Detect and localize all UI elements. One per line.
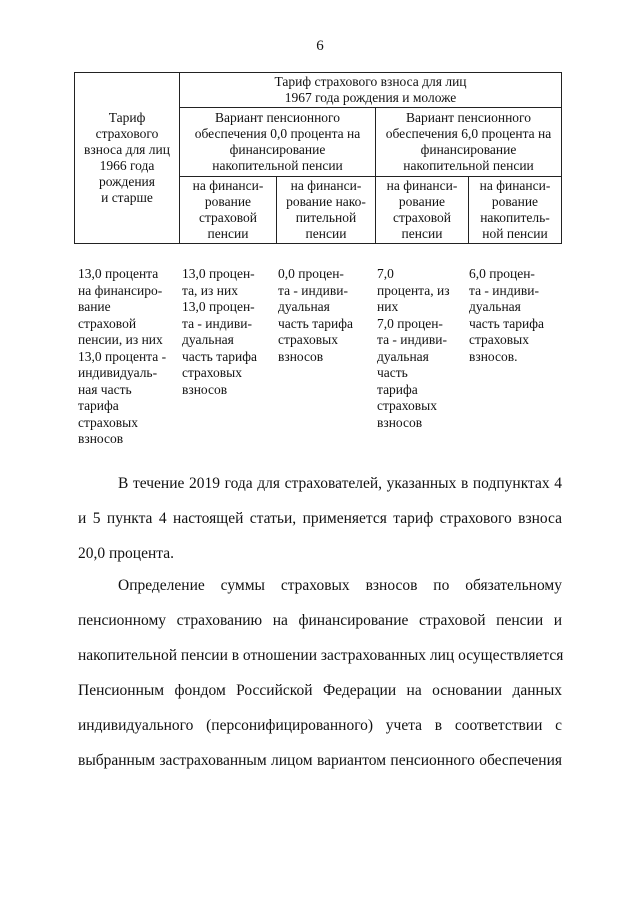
sub-line: на финанси- xyxy=(479,178,551,193)
body-column-v0-insurance xyxy=(182,266,257,398)
paragraph-line: Определение суммы страховых взносов по обязательному xyxy=(118,577,562,594)
variant-line: накопительной пенсии xyxy=(403,158,534,173)
paragraph-line: Пенсионным фондом Российской Федерации на основании данных xyxy=(78,682,562,699)
body-line: та - индиви- xyxy=(469,282,539,298)
body-line: дуальная xyxy=(182,332,234,347)
paragraph-line: накопительной пенсии в отношении застрахованных лиц осуществляется xyxy=(78,647,564,664)
body-line: дуальная xyxy=(377,348,429,364)
tariff-table-header xyxy=(74,72,562,244)
body-line: та, из них xyxy=(182,282,238,298)
sub-cell-insurance-2 xyxy=(376,177,469,244)
variant-6-cell xyxy=(376,108,562,177)
paragraph-contribution-determination xyxy=(78,568,562,778)
body-line: индивидуаль- xyxy=(78,365,158,380)
body-line: взносов xyxy=(278,348,324,364)
body-column-v6-funded xyxy=(469,266,544,365)
group-title-cell xyxy=(180,73,562,108)
left-header-line: страхового xyxy=(95,126,159,141)
body-line: та - индиви- xyxy=(182,315,252,331)
body-line: 7,0 xyxy=(377,266,394,281)
paragraph-line: В течение 2019 года для страхователей, указанных в подпунктах 4 xyxy=(118,475,562,492)
variant-line: Вариант пенсионного xyxy=(405,110,532,125)
sub-line: рование xyxy=(491,194,539,209)
paragraph-line: пенсионному страхованию на финансирование страховой пенсии и xyxy=(78,612,562,629)
variant-line: обеспечения 6,0 процента на xyxy=(385,126,552,141)
body-line: них xyxy=(377,299,399,314)
variant-line: обеспечения 0,0 процента на xyxy=(194,126,361,141)
sub-line: пенсии xyxy=(207,226,249,241)
group-title-line: 1967 года рождения и моложе xyxy=(284,90,457,105)
sub-line: на финанси- xyxy=(290,178,362,193)
body-line: часть тарифа xyxy=(469,315,544,331)
left-header-line: Тариф xyxy=(108,110,146,125)
body-line: 7,0 процен- xyxy=(377,315,443,331)
tariff-table-body xyxy=(78,266,562,456)
body-line: 13,0 процента xyxy=(78,266,159,281)
body-line: та - индиви- xyxy=(377,332,447,347)
body-line: 13,0 процента - xyxy=(78,348,167,364)
body-line: страховых xyxy=(278,332,338,347)
left-header-line: взноса для лиц xyxy=(84,142,170,157)
left-header-line: 1966 года xyxy=(99,158,155,173)
paragraph-line: 20,0 процента. xyxy=(78,545,174,562)
body-line: взносов xyxy=(182,381,228,397)
sub-line: на финанси- xyxy=(192,178,264,193)
variant-line: Вариант пенсионного xyxy=(214,110,341,125)
body-line: дуальная xyxy=(278,299,330,314)
body-line: вание xyxy=(78,299,111,314)
sub-line: рование xyxy=(204,194,252,209)
variant-line: накопительной пенсии xyxy=(212,158,343,173)
body-line: на финансиро- xyxy=(78,282,163,298)
sub-cell-funded-1 xyxy=(277,177,376,244)
sub-line: страховой xyxy=(198,210,258,225)
paragraph-line: выбранным застрахованным лицом вариантом пенсионного обеспечения xyxy=(78,752,562,769)
sub-line: рование нако- xyxy=(286,194,366,209)
sub-line: рование xyxy=(398,194,446,209)
left-header-line: и старше xyxy=(101,190,153,205)
body-line: часть xyxy=(377,365,408,380)
body-line: взносов. xyxy=(469,348,518,364)
sub-cell-insurance-1 xyxy=(180,177,277,244)
sub-line: пенсии xyxy=(305,226,347,241)
group-title-line: Тариф страхового взноса для лиц xyxy=(274,74,467,89)
sub-cell-funded-2 xyxy=(469,177,562,244)
body-line: та - индиви- xyxy=(278,282,348,298)
paragraph-2019-tariff xyxy=(78,466,562,571)
body-line: 13,0 процен- xyxy=(182,266,255,281)
variant-0-cell xyxy=(180,108,376,177)
body-line: 13,0 процен- xyxy=(182,299,255,314)
body-column-v6-insurance xyxy=(377,266,450,431)
body-line: часть тарифа xyxy=(182,348,257,364)
sub-line: на финанси- xyxy=(386,178,458,193)
body-line: тарифа xyxy=(377,381,418,397)
body-line: ная часть xyxy=(78,381,132,397)
body-line: пенсии, из них xyxy=(78,332,163,347)
body-line: часть тарифа xyxy=(278,315,353,331)
variant-line: финансирование xyxy=(420,142,517,157)
variant-line: финансирование xyxy=(229,142,326,157)
sub-line: пенсии xyxy=(401,226,443,241)
left-header-cell xyxy=(75,73,180,244)
body-line: взносов xyxy=(78,431,124,446)
body-line: 6,0 процен- xyxy=(469,266,535,281)
sub-line: накопитель- xyxy=(480,210,550,225)
body-line: страховых xyxy=(182,365,242,380)
sub-line: страховой xyxy=(392,210,452,225)
sub-line: пительной xyxy=(295,210,357,225)
body-line: страховой xyxy=(78,315,137,331)
paragraph-line: и 5 пункта 4 настоящей статьи, применяется тариф страхового взноса xyxy=(78,510,562,527)
body-line: страховых xyxy=(78,414,138,430)
body-line: страховых xyxy=(377,398,437,413)
page-number: 6 xyxy=(316,38,324,54)
body-line: страховых xyxy=(469,332,529,347)
body-line: тарифа xyxy=(78,398,119,413)
sub-line: ной пенсии xyxy=(482,226,548,241)
body-column-older xyxy=(78,266,166,448)
left-header-line: рождения xyxy=(98,174,155,189)
body-line: взносов xyxy=(377,414,423,430)
body-line: 0,0 процен- xyxy=(278,266,344,281)
body-line: дуальная xyxy=(469,299,521,314)
paragraph-line: индивидуального (персонифицированного) учета в соответствии с xyxy=(78,717,562,734)
body-column-v0-funded xyxy=(278,266,353,365)
body-line: процента, из xyxy=(377,282,450,298)
